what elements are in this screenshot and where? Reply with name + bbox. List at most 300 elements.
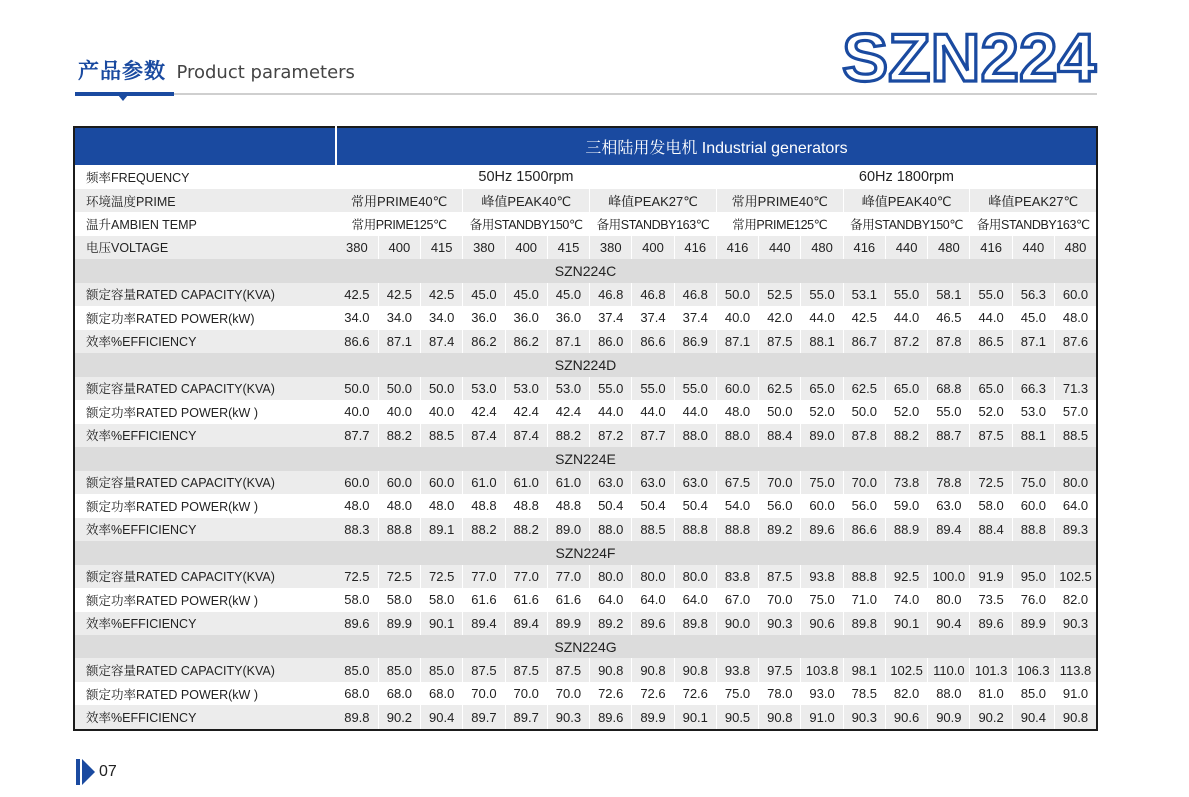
voltage-cell: 416 xyxy=(843,236,885,259)
table-cell: 87.1 xyxy=(547,330,589,353)
voltage-cell: 480 xyxy=(1055,236,1097,259)
table-cell: 83.8 xyxy=(716,565,758,588)
table-cell: 63.0 xyxy=(590,471,632,494)
table-heading: 三相陆用发电机 Industrial generators xyxy=(336,127,1097,165)
table-cell: 87.8 xyxy=(928,330,970,353)
voltage-cell: 480 xyxy=(801,236,843,259)
voltage-cell: 380 xyxy=(463,236,505,259)
table-cell: 90.5 xyxy=(716,705,758,730)
table-cell: 56.0 xyxy=(759,494,801,517)
table-cell: 72.6 xyxy=(590,682,632,705)
table-cell: 48.8 xyxy=(505,494,547,517)
table-cell: 48.0 xyxy=(421,494,463,517)
prime-cell: 峰值PEAK40℃ xyxy=(463,189,590,212)
table-cell: 89.7 xyxy=(463,705,505,730)
model-name: SZN224F xyxy=(74,541,1097,564)
table-cell: 90.4 xyxy=(421,705,463,730)
table-cell: 88.0 xyxy=(590,518,632,541)
table-cell: 90.8 xyxy=(674,658,716,681)
table-cell: 64.0 xyxy=(1055,494,1097,517)
table-cell: 74.0 xyxy=(885,588,927,611)
table-cell: 88.2 xyxy=(547,424,589,447)
table-cell: 48.0 xyxy=(1055,306,1097,329)
row-label: 额定容量RATED CAPACITY(KVA) xyxy=(74,283,336,306)
table-cell: 53.0 xyxy=(463,377,505,400)
row-label: 效率%EFFICIENCY xyxy=(74,705,336,730)
table-cell: 88.0 xyxy=(928,682,970,705)
row-label: 额定功率RATED POWER(kW) xyxy=(74,306,336,329)
table-cell: 72.6 xyxy=(632,682,674,705)
table-cell: 78.8 xyxy=(928,471,970,494)
voltage-cell: 400 xyxy=(378,236,420,259)
table-cell: 87.4 xyxy=(463,424,505,447)
table-cell: 73.8 xyxy=(885,471,927,494)
table-cell: 88.8 xyxy=(843,565,885,588)
table-cell: 61.0 xyxy=(547,471,589,494)
table-cell: 68.0 xyxy=(421,682,463,705)
table-cell: 98.1 xyxy=(843,658,885,681)
table-cell: 90.2 xyxy=(378,705,420,730)
table-cell: 45.0 xyxy=(463,283,505,306)
table-cell: 53.0 xyxy=(547,377,589,400)
temp-cell: 常用PRIME125℃ xyxy=(716,212,843,235)
table-cell: 90.8 xyxy=(759,705,801,730)
voltage-cell: 440 xyxy=(1012,236,1054,259)
table-cell: 34.0 xyxy=(378,306,420,329)
table-cell: 59.0 xyxy=(885,494,927,517)
table-cell: 90.9 xyxy=(928,705,970,730)
table-cell: 40.0 xyxy=(336,400,378,423)
row-label: 额定功率RATED POWER(kW ) xyxy=(74,400,336,423)
table-cell: 90.4 xyxy=(1012,705,1054,730)
table-cell: 81.0 xyxy=(970,682,1012,705)
table-cell: 88.5 xyxy=(1055,424,1097,447)
table-cell: 55.0 xyxy=(801,283,843,306)
table-cell: 90.3 xyxy=(1055,612,1097,635)
table-cell: 87.1 xyxy=(378,330,420,353)
table-cell: 90.8 xyxy=(1055,705,1097,730)
table-cell: 86.2 xyxy=(463,330,505,353)
table-cell: 88.9 xyxy=(885,518,927,541)
table-cell: 64.0 xyxy=(590,588,632,611)
table-cell: 60.0 xyxy=(716,377,758,400)
table-cell: 102.5 xyxy=(885,658,927,681)
table-cell: 90.1 xyxy=(421,612,463,635)
table-cell: 88.1 xyxy=(1012,424,1054,447)
model-name: SZN224E xyxy=(74,447,1097,470)
table-cell: 55.0 xyxy=(885,283,927,306)
table-cell: 48.0 xyxy=(378,494,420,517)
model-name: SZN224G xyxy=(74,635,1097,658)
prime-cell: 峰值PEAK40℃ xyxy=(843,189,970,212)
table-cell: 63.0 xyxy=(674,471,716,494)
table-cell: 88.2 xyxy=(463,518,505,541)
table-cell: 72.5 xyxy=(378,565,420,588)
table-cell: 86.5 xyxy=(970,330,1012,353)
table-cell: 87.5 xyxy=(547,658,589,681)
table-cell: 93.0 xyxy=(801,682,843,705)
table-cell: 106.3 xyxy=(1012,658,1054,681)
row-label: 额定功率RATED POWER(kW ) xyxy=(74,682,336,705)
page-marker-arrow-icon xyxy=(82,759,95,785)
table-cell: 52.5 xyxy=(759,283,801,306)
table-cell: 88.3 xyxy=(336,518,378,541)
temp-cell: 备用STANDBY163℃ xyxy=(590,212,717,235)
table-cell: 70.0 xyxy=(547,682,589,705)
table-cell: 88.2 xyxy=(885,424,927,447)
table-cell: 48.8 xyxy=(463,494,505,517)
generator-parameters-table xyxy=(73,126,1098,731)
table-cell: 86.9 xyxy=(674,330,716,353)
table-cell: 89.2 xyxy=(759,518,801,541)
table-cell: 50.0 xyxy=(759,400,801,423)
table-cell: 46.8 xyxy=(590,283,632,306)
table-cell: 90.6 xyxy=(801,612,843,635)
row-label: 环境温度PRIME xyxy=(74,189,336,212)
table-cell: 101.3 xyxy=(970,658,1012,681)
row-label: 效率%EFFICIENCY xyxy=(74,424,336,447)
table-cell: 40.0 xyxy=(378,400,420,423)
table-cell: 52.0 xyxy=(885,400,927,423)
table-cell: 89.6 xyxy=(801,518,843,541)
table-cell: 88.5 xyxy=(421,424,463,447)
table-cell: 89.0 xyxy=(547,518,589,541)
table-cell: 60.0 xyxy=(1055,283,1097,306)
table-cell: 68.0 xyxy=(378,682,420,705)
row-label: 效率%EFFICIENCY xyxy=(74,330,336,353)
table-cell: 89.8 xyxy=(336,705,378,730)
table-cell: 70.0 xyxy=(505,682,547,705)
table-cell: 42.4 xyxy=(463,400,505,423)
table-cell: 44.0 xyxy=(970,306,1012,329)
table-cell: 82.0 xyxy=(885,682,927,705)
table-cell: 65.0 xyxy=(970,377,1012,400)
table-cell: 65.0 xyxy=(885,377,927,400)
table-cell: 80.0 xyxy=(674,565,716,588)
table-cell: 62.5 xyxy=(843,377,885,400)
table-cell: 90.1 xyxy=(885,612,927,635)
table-cell: 89.2 xyxy=(590,612,632,635)
table-cell: 66.3 xyxy=(1012,377,1054,400)
table-cell: 50.0 xyxy=(378,377,420,400)
table-cell: 90.3 xyxy=(759,612,801,635)
table-cell: 80.0 xyxy=(590,565,632,588)
row-label: 温升AMBIEN TEMP xyxy=(74,212,336,235)
table-cell: 100.0 xyxy=(928,565,970,588)
table-cell: 67.5 xyxy=(716,471,758,494)
page-marker-bar xyxy=(76,759,80,785)
table-cell: 68.8 xyxy=(928,377,970,400)
table-cell: 80.0 xyxy=(632,565,674,588)
table-cell: 85.0 xyxy=(1012,682,1054,705)
section-title-en: Product parameters xyxy=(176,62,355,83)
table-cell: 40.0 xyxy=(716,306,758,329)
table-cell: 90.4 xyxy=(928,612,970,635)
prime-cell: 常用PRIME40℃ xyxy=(716,189,843,212)
table-cell: 60.0 xyxy=(336,471,378,494)
frequency-group: 60Hz 1800rpm xyxy=(716,165,1097,188)
prime-cell: 峰值PEAK27℃ xyxy=(970,189,1097,212)
table-cell: 63.0 xyxy=(928,494,970,517)
table-cell: 57.0 xyxy=(1055,400,1097,423)
table-cell: 86.0 xyxy=(590,330,632,353)
table-cell: 88.4 xyxy=(759,424,801,447)
table-cell: 90.8 xyxy=(590,658,632,681)
table-cell: 60.0 xyxy=(801,494,843,517)
table-cell: 55.0 xyxy=(928,400,970,423)
table-cell: 88.0 xyxy=(674,424,716,447)
temp-cell: 备用STANDBY163℃ xyxy=(970,212,1097,235)
row-label: 额定容量RATED CAPACITY(KVA) xyxy=(74,658,336,681)
row-label: 额定容量RATED CAPACITY(KVA) xyxy=(74,377,336,400)
table-cell: 95.0 xyxy=(1012,565,1054,588)
table-cell: 54.0 xyxy=(716,494,758,517)
table-cell: 89.7 xyxy=(505,705,547,730)
frequency-group: 50Hz 1500rpm xyxy=(336,165,716,188)
voltage-cell: 380 xyxy=(336,236,378,259)
model-name: SZN224C xyxy=(74,259,1097,282)
voltage-cell: 416 xyxy=(674,236,716,259)
table-cell: 91.0 xyxy=(801,705,843,730)
table-cell: 45.0 xyxy=(547,283,589,306)
row-label: 额定容量RATED CAPACITY(KVA) xyxy=(74,471,336,494)
table-cell: 48.0 xyxy=(716,400,758,423)
table-cell: 34.0 xyxy=(336,306,378,329)
table-cell: 44.0 xyxy=(590,400,632,423)
table-cell: 75.0 xyxy=(716,682,758,705)
table-cell: 60.0 xyxy=(421,471,463,494)
table-cell: 87.4 xyxy=(505,424,547,447)
table-cell: 46.8 xyxy=(674,283,716,306)
table-cell: 88.8 xyxy=(716,518,758,541)
row-label: 效率%EFFICIENCY xyxy=(74,612,336,635)
temp-cell: 常用PRIME125℃ xyxy=(336,212,463,235)
table-cell: 88.4 xyxy=(970,518,1012,541)
table-cell: 44.0 xyxy=(674,400,716,423)
model-logo-text: SZN224 xyxy=(842,20,1097,90)
table-cell: 44.0 xyxy=(801,306,843,329)
table-cell: 77.0 xyxy=(463,565,505,588)
table-cell: 86.6 xyxy=(843,518,885,541)
table-cell: 73.5 xyxy=(970,588,1012,611)
table-cell: 86.2 xyxy=(505,330,547,353)
temp-cell: 备用STANDBY150℃ xyxy=(463,212,590,235)
table-cell: 44.0 xyxy=(885,306,927,329)
table-cell: 76.0 xyxy=(1012,588,1054,611)
table-cell: 97.5 xyxy=(759,658,801,681)
table-cell: 45.0 xyxy=(1012,306,1054,329)
table-cell: 68.0 xyxy=(336,682,378,705)
table-cell: 42.4 xyxy=(505,400,547,423)
table-cell: 37.4 xyxy=(632,306,674,329)
table-cell: 42.5 xyxy=(421,283,463,306)
table-cell: 61.6 xyxy=(505,588,547,611)
table-cell: 48.8 xyxy=(547,494,589,517)
table-heading-spacer xyxy=(74,127,336,165)
table-cell: 42.4 xyxy=(547,400,589,423)
table-cell: 72.5 xyxy=(336,565,378,588)
table-cell: 85.0 xyxy=(421,658,463,681)
table-cell: 89.4 xyxy=(463,612,505,635)
voltage-cell: 480 xyxy=(928,236,970,259)
model-name: SZN224D xyxy=(74,353,1097,376)
header-divider xyxy=(75,93,1097,95)
table-cell: 75.0 xyxy=(1012,471,1054,494)
table-cell: 91.9 xyxy=(970,565,1012,588)
table-cell: 52.0 xyxy=(970,400,1012,423)
table-cell: 86.7 xyxy=(843,330,885,353)
table-cell: 55.0 xyxy=(970,283,1012,306)
table-cell: 88.2 xyxy=(505,518,547,541)
voltage-cell: 416 xyxy=(716,236,758,259)
table-cell: 92.5 xyxy=(885,565,927,588)
table-cell: 70.0 xyxy=(463,682,505,705)
table-cell: 50.4 xyxy=(590,494,632,517)
table-cell: 72.5 xyxy=(970,471,1012,494)
section-title xyxy=(78,55,355,85)
table-cell: 60.0 xyxy=(378,471,420,494)
table-cell: 90.1 xyxy=(674,705,716,730)
table-cell: 89.0 xyxy=(801,424,843,447)
table-cell: 50.0 xyxy=(716,283,758,306)
table-cell: 50.4 xyxy=(674,494,716,517)
table-cell: 89.6 xyxy=(590,705,632,730)
table-cell: 88.1 xyxy=(801,330,843,353)
table-cell: 89.1 xyxy=(421,518,463,541)
table-cell: 34.0 xyxy=(421,306,463,329)
header-pointer-icon xyxy=(118,95,128,101)
table-cell: 93.8 xyxy=(716,658,758,681)
table-cell: 67.0 xyxy=(716,588,758,611)
table-cell: 46.5 xyxy=(928,306,970,329)
table-cell: 46.8 xyxy=(632,283,674,306)
table-cell: 87.1 xyxy=(1012,330,1054,353)
table-cell: 90.2 xyxy=(970,705,1012,730)
table-cell: 89.9 xyxy=(1012,612,1054,635)
table-cell: 75.0 xyxy=(801,588,843,611)
table-cell: 55.0 xyxy=(590,377,632,400)
table-cell: 58.0 xyxy=(336,588,378,611)
table-cell: 87.2 xyxy=(885,330,927,353)
table-cell: 61.0 xyxy=(505,471,547,494)
table-cell: 64.0 xyxy=(632,588,674,611)
table-cell: 71.3 xyxy=(1055,377,1097,400)
table-cell: 89.9 xyxy=(547,612,589,635)
voltage-cell: 415 xyxy=(421,236,463,259)
table-cell: 42.0 xyxy=(759,306,801,329)
table-cell: 88.2 xyxy=(378,424,420,447)
table-cell: 102.5 xyxy=(1055,565,1097,588)
temp-cell: 备用STANDBY150℃ xyxy=(843,212,970,235)
table-cell: 65.0 xyxy=(801,377,843,400)
row-label: 额定功率RATED POWER(kW ) xyxy=(74,588,336,611)
table-cell: 42.5 xyxy=(336,283,378,306)
table-cell: 87.5 xyxy=(759,565,801,588)
table-cell: 58.1 xyxy=(928,283,970,306)
table-cell: 42.5 xyxy=(843,306,885,329)
table-cell: 75.0 xyxy=(801,471,843,494)
table-cell: 40.0 xyxy=(421,400,463,423)
table-cell: 87.6 xyxy=(1055,330,1097,353)
table-cell: 89.9 xyxy=(632,705,674,730)
table-cell: 63.0 xyxy=(632,471,674,494)
table-cell: 61.6 xyxy=(547,588,589,611)
table-cell: 88.8 xyxy=(378,518,420,541)
table-cell: 86.6 xyxy=(336,330,378,353)
row-label: 额定容量RATED CAPACITY(KVA) xyxy=(74,565,336,588)
table-cell: 53.1 xyxy=(843,283,885,306)
table-cell: 36.0 xyxy=(505,306,547,329)
table-cell: 62.5 xyxy=(759,377,801,400)
table-cell: 52.0 xyxy=(801,400,843,423)
section-title-cn: 产品参数 xyxy=(78,59,166,83)
table-cell: 80.0 xyxy=(928,588,970,611)
table-cell: 50.0 xyxy=(843,400,885,423)
table-cell: 89.3 xyxy=(1055,518,1097,541)
table-cell: 77.0 xyxy=(505,565,547,588)
table-cell: 82.0 xyxy=(1055,588,1097,611)
table-cell: 89.8 xyxy=(674,612,716,635)
page-number-label: 07 xyxy=(99,763,117,780)
table-cell: 87.5 xyxy=(463,658,505,681)
table-cell: 78.0 xyxy=(759,682,801,705)
table-cell: 89.6 xyxy=(970,612,1012,635)
table-cell: 72.6 xyxy=(674,682,716,705)
table-cell: 91.0 xyxy=(1055,682,1097,705)
table-cell: 70.0 xyxy=(759,588,801,611)
table-cell: 89.8 xyxy=(843,612,885,635)
table-cell: 89.4 xyxy=(505,612,547,635)
voltage-cell: 380 xyxy=(590,236,632,259)
table-cell: 90.3 xyxy=(843,705,885,730)
table-cell: 56.3 xyxy=(1012,283,1054,306)
table-cell: 72.5 xyxy=(421,565,463,588)
voltage-cell: 400 xyxy=(632,236,674,259)
table-cell: 87.1 xyxy=(716,330,758,353)
table-cell: 93.8 xyxy=(801,565,843,588)
table-cell: 90.8 xyxy=(632,658,674,681)
table-cell: 60.0 xyxy=(1012,494,1054,517)
table-cell: 87.5 xyxy=(970,424,1012,447)
table-cell: 87.7 xyxy=(632,424,674,447)
row-label: 效率%EFFICIENCY xyxy=(74,518,336,541)
table-cell: 89.6 xyxy=(336,612,378,635)
model-logo xyxy=(838,20,1100,90)
table-cell: 87.2 xyxy=(590,424,632,447)
table-cell: 48.0 xyxy=(336,494,378,517)
table-cell: 78.5 xyxy=(843,682,885,705)
prime-cell: 常用PRIME40℃ xyxy=(336,189,463,212)
table-cell: 88.8 xyxy=(674,518,716,541)
table-cell: 55.0 xyxy=(632,377,674,400)
table-cell: 88.8 xyxy=(1012,518,1054,541)
voltage-cell: 440 xyxy=(759,236,801,259)
table-cell: 87.5 xyxy=(505,658,547,681)
table-cell: 36.0 xyxy=(463,306,505,329)
table-cell: 53.0 xyxy=(1012,400,1054,423)
table-cell: 86.6 xyxy=(632,330,674,353)
table-cell: 77.0 xyxy=(547,565,589,588)
table-cell: 56.0 xyxy=(843,494,885,517)
table-cell: 61.0 xyxy=(463,471,505,494)
table-cell: 71.0 xyxy=(843,588,885,611)
table-cell: 44.0 xyxy=(632,400,674,423)
table-cell: 87.4 xyxy=(421,330,463,353)
table-cell: 58.0 xyxy=(421,588,463,611)
table-cell: 88.7 xyxy=(928,424,970,447)
table-cell: 90.6 xyxy=(885,705,927,730)
prime-cell: 峰值PEAK27℃ xyxy=(590,189,717,212)
